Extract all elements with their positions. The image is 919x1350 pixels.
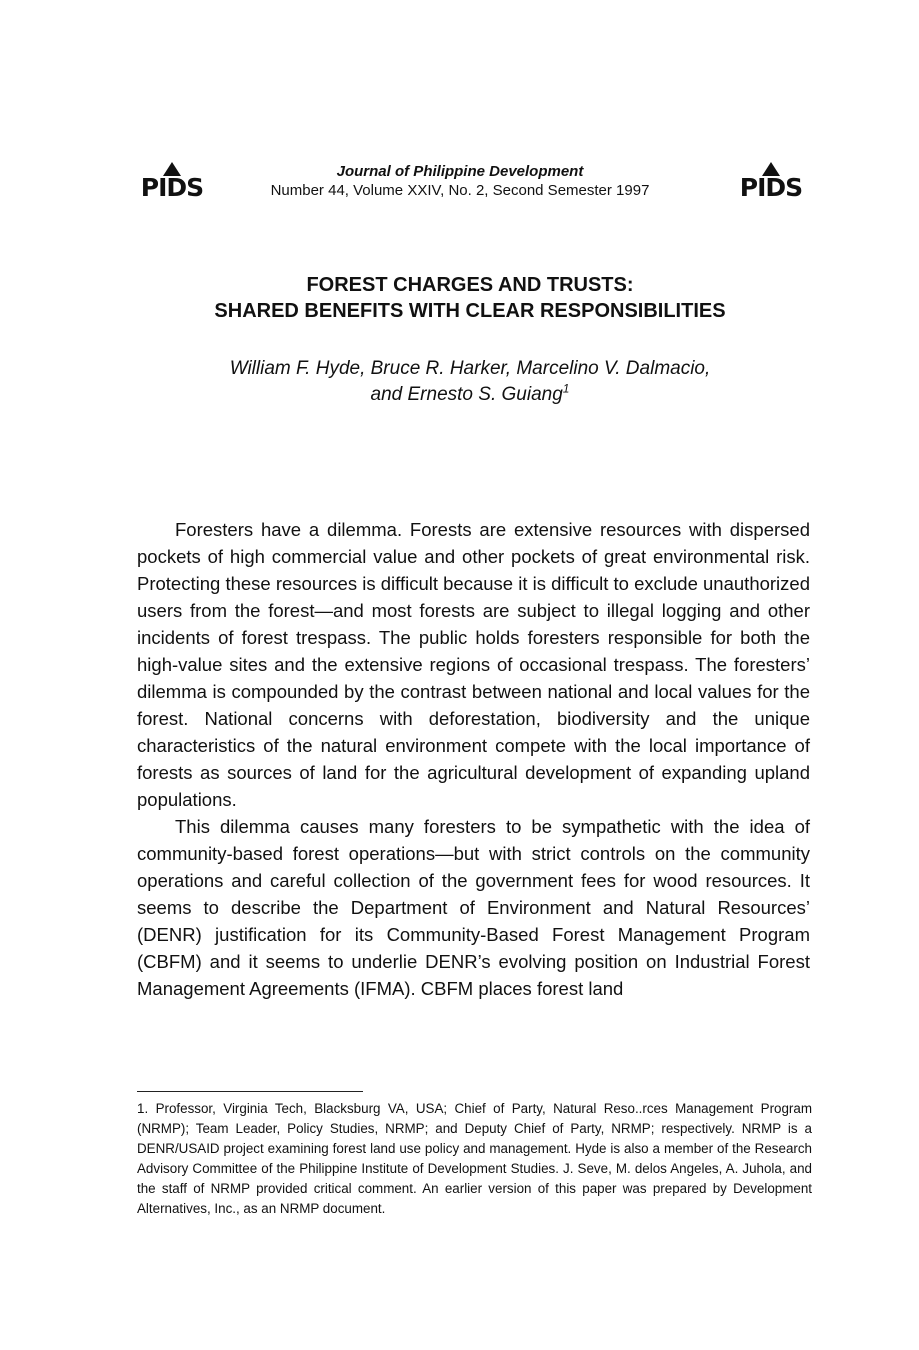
article-title bbox=[100, 272, 840, 324]
article-body bbox=[137, 516, 810, 1002]
authors-line2-wrap bbox=[100, 382, 840, 408]
body-paragraph-2: This dilemma causes many foresters to be sympathetic with the idea of community-based forest operations—but with strict controls on the community operations and careful collection of the government fees for wood resources. It seems to describe the Department of Environment and Natural Resources’ (DENR) justification for its Community-Based Forest Management Program (CBFM) and it seems to underlie DENR’s evolving position on Industrial Forest Management Agreements (IFMA). CBFM places forest land bbox=[137, 816, 810, 999]
body-paragraph-1: Foresters have a dilemma. Forests are extensive resources with dispersed pockets of high commercial value and other pockets of great environmental risk. Protecting these resources is difficult because it is difficult to exclude unauthorized users from the forest—and most forests are subject to illegal logging and other incidents of forest trespass. The public holds foresters responsible for both the high-value sites and the extensive regions of occasional trespass. The foresters’ dilemma is compounded by the contrast between national and local values for the forest. National concerns with deforestation, biodiversity and the unique characteristics of the natural environment compete with the local importance of forests as sources of land for the agricultural development of expanding upland populations. bbox=[137, 519, 810, 810]
pids-logo-left-text: PIDS bbox=[140, 173, 204, 202]
authors-line2: and Ernesto S. Guiang bbox=[370, 384, 563, 405]
footnote-marker: 1 bbox=[562, 381, 570, 396]
journal-name: Journal of Philippine Development bbox=[336, 163, 584, 180]
pids-logo-right-text: PIDS bbox=[739, 173, 803, 202]
journal-issue: Number 44, Volume XXIV, No. 2, Second Semester 1997 bbox=[270, 182, 650, 199]
footnote-divider bbox=[137, 1091, 363, 1092]
article-title-line1: FOREST CHARGES AND TRUSTS: bbox=[306, 274, 634, 296]
pids-logo-right-icon bbox=[735, 160, 807, 200]
article-title-line2: SHARED BENEFITS WITH CLEAR RESPONSIBILITIES bbox=[214, 300, 726, 322]
authors-line1: William F. Hyde, Bruce R. Harker, Marcelino V. Dalmacio, bbox=[229, 358, 711, 379]
journal-header bbox=[230, 163, 690, 201]
pids-logo-left-icon bbox=[136, 160, 208, 200]
footnote-1: 1. Professor, Virginia Tech, Blacksburg VA, USA; Chief of Party, Natural Reso..rces Management Program (NRMP); Team Leader, Policy Studies, NRMP; and Deputy Chief of Party, NRMP; respectively. NRMP is a DENR/USAID project examining forest land use policy and management. Hyde is also a member of the Research Advisory Committee of the Philippine Institute of Development Studies. J. Seve, M. delos Angeles, A. Juhola, and the staff of NRMP provided critical comment. An earlier version of this paper was prepared by Development Alternatives, Inc., as an NRMP document. bbox=[137, 1101, 812, 1216]
article-authors bbox=[100, 356, 840, 408]
